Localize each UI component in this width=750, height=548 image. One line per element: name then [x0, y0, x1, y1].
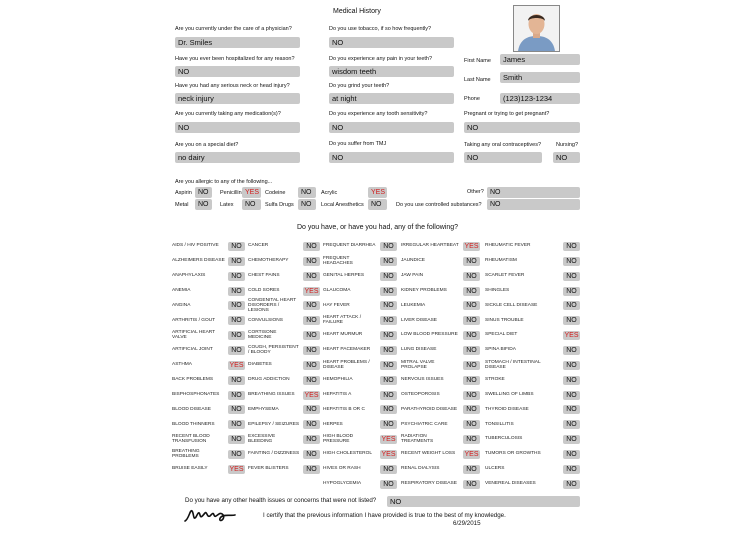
condition-answer[interactable]: NO — [303, 331, 320, 340]
neck-label: Have you had any serious neck or head injury? — [175, 83, 290, 89]
condition-answer[interactable]: NO — [380, 272, 397, 281]
sensitivity-field[interactable]: NO — [329, 122, 454, 133]
condition-answer[interactable]: NO — [303, 361, 320, 370]
condition-answer[interactable]: NO — [228, 316, 245, 325]
condition-label: HAY FEVER — [323, 302, 350, 308]
condition-answer[interactable]: NO — [380, 405, 397, 414]
condition-label: HEART ATTACK / FAILURE — [323, 315, 362, 326]
condition-label: TONSILLITIS — [485, 421, 514, 427]
condition-label: ANEMIA — [172, 287, 191, 293]
condition-answer[interactable]: NO — [380, 391, 397, 400]
condition-label: EXCESSIVE BLEEDING — [248, 433, 276, 445]
metal-label: Metal — [175, 202, 189, 208]
medication-field[interactable]: NO — [175, 122, 300, 133]
condition-answer[interactable]: NO — [563, 287, 580, 296]
condition-label: ARTHRITIS / GOUT — [172, 317, 216, 323]
condition-label: RHEUMATISM — [485, 258, 517, 264]
condition-answer[interactable]: NO — [228, 450, 245, 459]
last-name-label: Last Name — [464, 77, 491, 83]
condition-label: RHEUMATIC FEVER — [485, 243, 531, 249]
condition-answer[interactable]: YES — [464, 243, 479, 250]
penicillin-field[interactable]: YES — [242, 187, 261, 198]
condition-label: DRUG ADDICTION — [248, 377, 290, 383]
condition-label: ARTIFICIAL HEART VALVE — [172, 329, 216, 341]
controlled-field[interactable]: NO — [487, 199, 580, 210]
condition-answer[interactable]: NO — [463, 465, 480, 474]
condition-label: ARTIFICIAL JOINT — [172, 347, 213, 353]
condition-label: BACK PROBLEMS — [172, 377, 214, 383]
condition-answer[interactable]: NO — [463, 346, 480, 355]
condition-answer[interactable]: NO — [228, 435, 245, 444]
condition-answer[interactable]: NO — [228, 420, 245, 429]
condition-answer[interactable]: NO — [563, 316, 580, 325]
condition-label: BREATHING PROBLEMS — [172, 448, 200, 459]
condition-label: CHEMOTHERAPY — [248, 258, 289, 264]
condition-answer[interactable]: NO — [380, 316, 397, 325]
sulfa-label: Sulfa Drugs — [265, 202, 294, 208]
condition-label: CANCER — [248, 243, 269, 249]
other-label: Other? — [467, 189, 484, 195]
condition-label: JAUNDICE — [401, 258, 425, 264]
condition-answer[interactable]: NO — [463, 420, 480, 429]
condition-answer[interactable]: NO — [463, 287, 480, 296]
anesthetics-field[interactable]: NO — [368, 199, 387, 210]
controlled-label: Do you use controlled substances? — [396, 202, 482, 208]
allergies-label: Are you allergic to any of the following... — [175, 179, 273, 185]
page-title: Medical History — [333, 8, 381, 15]
diet-field[interactable]: no dairy — [175, 152, 300, 163]
penicillin-label: Penicillin — [220, 190, 242, 196]
condition-label: BISPHOSPHONATES — [172, 391, 220, 397]
condition-answer[interactable]: NO — [563, 450, 580, 459]
condition-answer[interactable]: NO — [228, 242, 245, 251]
condition-answer[interactable]: NO — [563, 301, 580, 310]
certify-text: I certify that the previous information I have provided is true to the best of my knowledge. — [263, 512, 506, 519]
condition-label: HIGH BLOOD PRESSURE — [323, 433, 354, 445]
tmj-label: Do you suffer from TMJ — [329, 141, 387, 147]
condition-label: LIVER DISEASE — [401, 317, 437, 323]
condition-answer[interactable]: NO — [463, 405, 480, 414]
condition-label: PSYCHIATRIC CARE — [401, 421, 448, 427]
condition-label: STOMACH / INTESTINAL DISEASE — [485, 359, 541, 370]
condition-label: AIDS / HIV POSITIVE — [172, 243, 219, 249]
condition-answer[interactable]: YES — [381, 436, 396, 444]
condition-label: COUGH, PERSISTENT / BLOODY — [248, 344, 299, 355]
condition-label: KIDNEY PROBLEMS — [401, 287, 447, 293]
condition-label: RECENT BLOOD TRANSFUSION — [172, 433, 210, 445]
condition-label: ALZHEIMERS DISEASE — [172, 258, 225, 264]
latex-field[interactable]: NO — [242, 199, 261, 210]
condition-answer[interactable]: NO — [563, 257, 580, 266]
condition-label: CHEST PAINS — [248, 273, 280, 279]
condition-label: HYPOGLYCEMIA — [323, 480, 362, 486]
condition-answer[interactable]: YES — [304, 391, 319, 399]
condition-label: SWELLING OF LIMBS — [485, 391, 534, 397]
latex-label: Latex — [220, 202, 234, 208]
condition-label: HEART MURMUR — [323, 332, 363, 338]
condition-answer[interactable]: NO — [303, 272, 320, 281]
condition-answer[interactable]: YES — [464, 450, 479, 458]
tobacco-field[interactable]: NO — [329, 37, 454, 48]
signature-icon — [183, 503, 238, 525]
tobacco-label: Do you use tobacco, if so how frequently? — [329, 26, 432, 32]
sulfa-field[interactable]: NO — [298, 199, 316, 210]
codeine-field[interactable]: NO — [298, 187, 316, 198]
condition-answer[interactable]: NO — [303, 376, 320, 385]
condition-label: RECENT WEIGHT LOSS — [401, 451, 456, 457]
condition-label: BRUISE EASILY — [172, 466, 208, 472]
condition-answer[interactable]: NO — [563, 391, 580, 400]
condition-label: BREATHING ISSUES — [248, 391, 295, 397]
codeine-label: Codeine — [265, 190, 286, 196]
condition-answer[interactable]: YES — [304, 287, 319, 295]
contraceptives-field[interactable]: NO — [464, 152, 542, 163]
condition-answer[interactable]: NO — [463, 257, 480, 266]
condition-label: LUNG DISEASE — [401, 347, 437, 353]
condition-answer[interactable]: NO — [563, 272, 580, 281]
condition-answer[interactable]: NO — [463, 316, 480, 325]
condition-answer[interactable]: NO — [463, 272, 480, 281]
condition-label: HEPATITIS A — [323, 391, 352, 397]
condition-answer[interactable]: NO — [563, 405, 580, 414]
hospitalized-field[interactable]: NO — [175, 66, 300, 77]
condition-label: COLD SORES — [248, 287, 280, 293]
condition-label: BLOOD DISEASE — [172, 406, 211, 412]
nursing-label: Nursing? — [556, 142, 579, 148]
condition-label: HEMOPHILIA — [323, 377, 353, 383]
condition-label: ASTHMA — [172, 362, 192, 368]
condition-answer[interactable]: NO — [563, 420, 580, 429]
condition-answer[interactable]: NO — [563, 376, 580, 385]
condition-label: NERVOUS ISSUES — [401, 377, 444, 383]
condition-label: SHINGLES — [485, 287, 510, 293]
condition-answer[interactable]: NO — [380, 480, 397, 489]
condition-label: SICKLE CELL DISEASE — [485, 302, 538, 308]
condition-answer[interactable]: NO — [563, 465, 580, 474]
condition-label: RADIATION TREATMENTS — [401, 433, 434, 445]
condition-answer[interactable]: NO — [380, 346, 397, 355]
condition-answer[interactable]: NO — [563, 242, 580, 251]
condition-label: FEVER BLISTERS — [248, 466, 289, 472]
condition-answer[interactable]: YES — [381, 450, 396, 458]
condition-label: PARATHYROID DISEASE — [401, 406, 458, 412]
condition-label: SINUS TROUBLE — [485, 317, 524, 323]
condition-answer[interactable]: NO — [303, 301, 320, 310]
condition-label: HERPES — [323, 421, 343, 427]
condition-label: LOW BLOOD PRESSURE — [401, 332, 458, 338]
phone-label: Phone — [464, 96, 480, 102]
condition-answer[interactable]: NO — [228, 346, 245, 355]
conditions-title: Do you have, or have you had, any of the following? — [296, 224, 459, 231]
condition-label: CONVULSIONS — [248, 317, 283, 323]
condition-answer[interactable]: NO — [228, 272, 245, 281]
aspirin-label: Aspirin — [175, 190, 192, 196]
tmj-field[interactable]: NO — [329, 152, 454, 163]
last-name-field[interactable]: Smith — [500, 72, 580, 83]
condition-answer[interactable]: NO — [463, 331, 480, 340]
condition-label: SCARLET FEVER — [485, 273, 525, 279]
condition-label: RENAL DIALYSIS — [401, 466, 440, 472]
condition-label: JAW PAIN — [401, 273, 424, 279]
condition-label: CORTISONE MEDICINE — [248, 329, 277, 341]
grind-field[interactable]: at night — [329, 93, 454, 104]
aspirin-field[interactable]: NO — [195, 187, 212, 198]
condition-label: BLOOD THINNERS — [172, 421, 215, 427]
condition-label: STROKE — [485, 377, 505, 383]
sensitivity-label: Do you experience any tooth sensitivity? — [329, 111, 428, 117]
condition-answer[interactable]: NO — [228, 301, 245, 310]
metal-field[interactable]: NO — [195, 199, 212, 210]
condition-answer[interactable]: NO — [463, 435, 480, 444]
condition-answer[interactable]: NO — [303, 346, 320, 355]
condition-answer[interactable]: NO — [228, 257, 245, 266]
condition-answer[interactable]: NO — [303, 420, 320, 429]
condition-label: IRREGULAR HEARTBEAT — [401, 243, 459, 249]
condition-label: CONGENITAL HEART DISORDERS / LESIONS — [248, 297, 297, 313]
acrylic-label: Acrylic — [321, 190, 338, 196]
diet-label: Are you on a special diet? — [175, 142, 239, 148]
condition-label: RESPIRATORY DISEASE — [401, 480, 457, 486]
condition-answer[interactable]: NO — [303, 450, 320, 459]
condition-label: SPINA BIFIDA — [485, 347, 516, 353]
condition-label: FAINTING / DIZZINESS — [248, 451, 300, 457]
contraceptives-label: Taking any oral contraceptives? — [464, 142, 542, 148]
condition-answer[interactable]: NO — [463, 361, 480, 370]
condition-answer[interactable]: NO — [228, 405, 245, 414]
condition-label: OSTEOPOROSIS — [401, 391, 440, 397]
condition-label: FREQUENT DIARRHEA — [323, 243, 376, 249]
grind-label: Do you grind your teeth? — [329, 83, 390, 89]
condition-label: THYROID DISEASE — [485, 406, 529, 412]
other-issues-label: Do you have any other health issues or concerns that were not listed? — [185, 497, 377, 504]
other-field[interactable]: NO — [487, 187, 580, 198]
condition-label: DIABETES — [248, 362, 272, 368]
medication-label: Are you currently taking any medication(s)? — [175, 111, 281, 117]
condition-answer[interactable]: NO — [303, 316, 320, 325]
condition-label: HEART PROBLEMS / DISEASE — [323, 359, 370, 370]
condition-answer[interactable]: NO — [303, 242, 320, 251]
condition-label: GLAUCOMA — [323, 287, 351, 293]
condition-label: ANAPHYLAXIS — [172, 273, 206, 279]
condition-answer[interactable]: NO — [303, 257, 320, 266]
condition-label: MITRAL VALVE PROLAPSE — [401, 359, 435, 370]
condition-answer[interactable]: NO — [228, 331, 245, 340]
condition-label: EMPHYSEMA — [248, 406, 279, 412]
condition-answer[interactable]: NO — [463, 480, 480, 489]
pregnant-label: Pregnant or trying to get pregnant? — [464, 111, 550, 117]
condition-answer[interactable]: NO — [380, 361, 397, 370]
condition-label: HIGH CHOLESTEROL — [323, 451, 373, 457]
condition-answer[interactable]: NO — [228, 376, 245, 385]
condition-answer[interactable]: NO — [380, 257, 397, 266]
condition-answer[interactable]: NO — [563, 480, 580, 489]
condition-label: TUBERCULOSIS — [485, 436, 523, 442]
pregnant-field[interactable]: NO — [464, 122, 580, 133]
date-text: 6/29/2015 — [453, 520, 481, 527]
condition-label: LEUKEMIA — [401, 302, 426, 308]
condition-label: TUMORS OR GROWTHS — [485, 451, 541, 457]
anesthetics-label: Local Anesthetics — [321, 202, 364, 208]
pain-field[interactable]: wisdom teeth — [329, 66, 454, 77]
condition-answer[interactable]: NO — [463, 391, 480, 400]
condition-answer[interactable]: NO — [303, 405, 320, 414]
hospitalized-label: Have you ever been hospitalized for any reason? — [175, 56, 295, 62]
condition-label: FREQUENT HEADACHES — [323, 255, 353, 266]
condition-answer[interactable]: NO — [463, 376, 480, 385]
condition-answer[interactable]: YES — [229, 361, 244, 369]
condition-answer[interactable]: NO — [463, 301, 480, 310]
condition-answer[interactable]: YES — [229, 465, 244, 473]
condition-answer[interactable]: NO — [380, 301, 397, 310]
physician-field[interactable]: Dr. Smiles — [175, 37, 300, 48]
condition-answer[interactable]: NO — [303, 465, 320, 474]
neck-field[interactable]: neck injury — [175, 93, 300, 104]
condition-label: VENEREAL DISEASES — [485, 480, 536, 486]
condition-answer[interactable]: NO — [380, 242, 397, 251]
acrylic-field[interactable]: YES — [368, 187, 387, 198]
condition-answer[interactable]: NO — [380, 376, 397, 385]
condition-answer[interactable]: NO — [228, 287, 245, 296]
condition-answer[interactable]: NO — [563, 435, 580, 444]
other-issues-field[interactable]: NO — [387, 496, 580, 507]
first-name-label: First Name — [464, 58, 491, 64]
phone-field[interactable]: (123)123-1234 — [500, 93, 580, 104]
condition-answer[interactable]: NO — [380, 465, 397, 474]
condition-answer[interactable]: NO — [228, 391, 245, 400]
condition-label: EPILEPSY / SEIZURES — [248, 421, 300, 427]
nursing-field[interactable]: NO — [553, 152, 580, 163]
condition-answer[interactable]: NO — [563, 346, 580, 355]
condition-answer[interactable]: NO — [303, 435, 320, 444]
pain-label: Do you experience any pain in your teeth? — [329, 56, 433, 62]
condition-label: HEART PACEMAKER — [323, 347, 371, 353]
condition-answer[interactable]: NO — [380, 331, 397, 340]
condition-answer[interactable]: NO — [563, 361, 580, 370]
condition-label: GENITAL HERPES — [323, 273, 365, 279]
condition-answer[interactable]: NO — [380, 287, 397, 296]
condition-answer[interactable]: NO — [380, 420, 397, 429]
condition-answer[interactable]: YES — [564, 332, 579, 340]
condition-label: SPECIAL DIET — [485, 332, 518, 338]
first-name-field[interactable]: James — [500, 54, 580, 65]
person-photo-icon — [513, 5, 560, 52]
condition-label: HIVES OR RASH — [323, 466, 361, 472]
physician-label: Are you currently under the care of a physician? — [175, 26, 292, 32]
condition-label: ANGINA — [172, 302, 191, 308]
condition-label: ULCERS — [485, 466, 505, 472]
condition-label: HEPATITIS B OR C — [323, 406, 365, 412]
